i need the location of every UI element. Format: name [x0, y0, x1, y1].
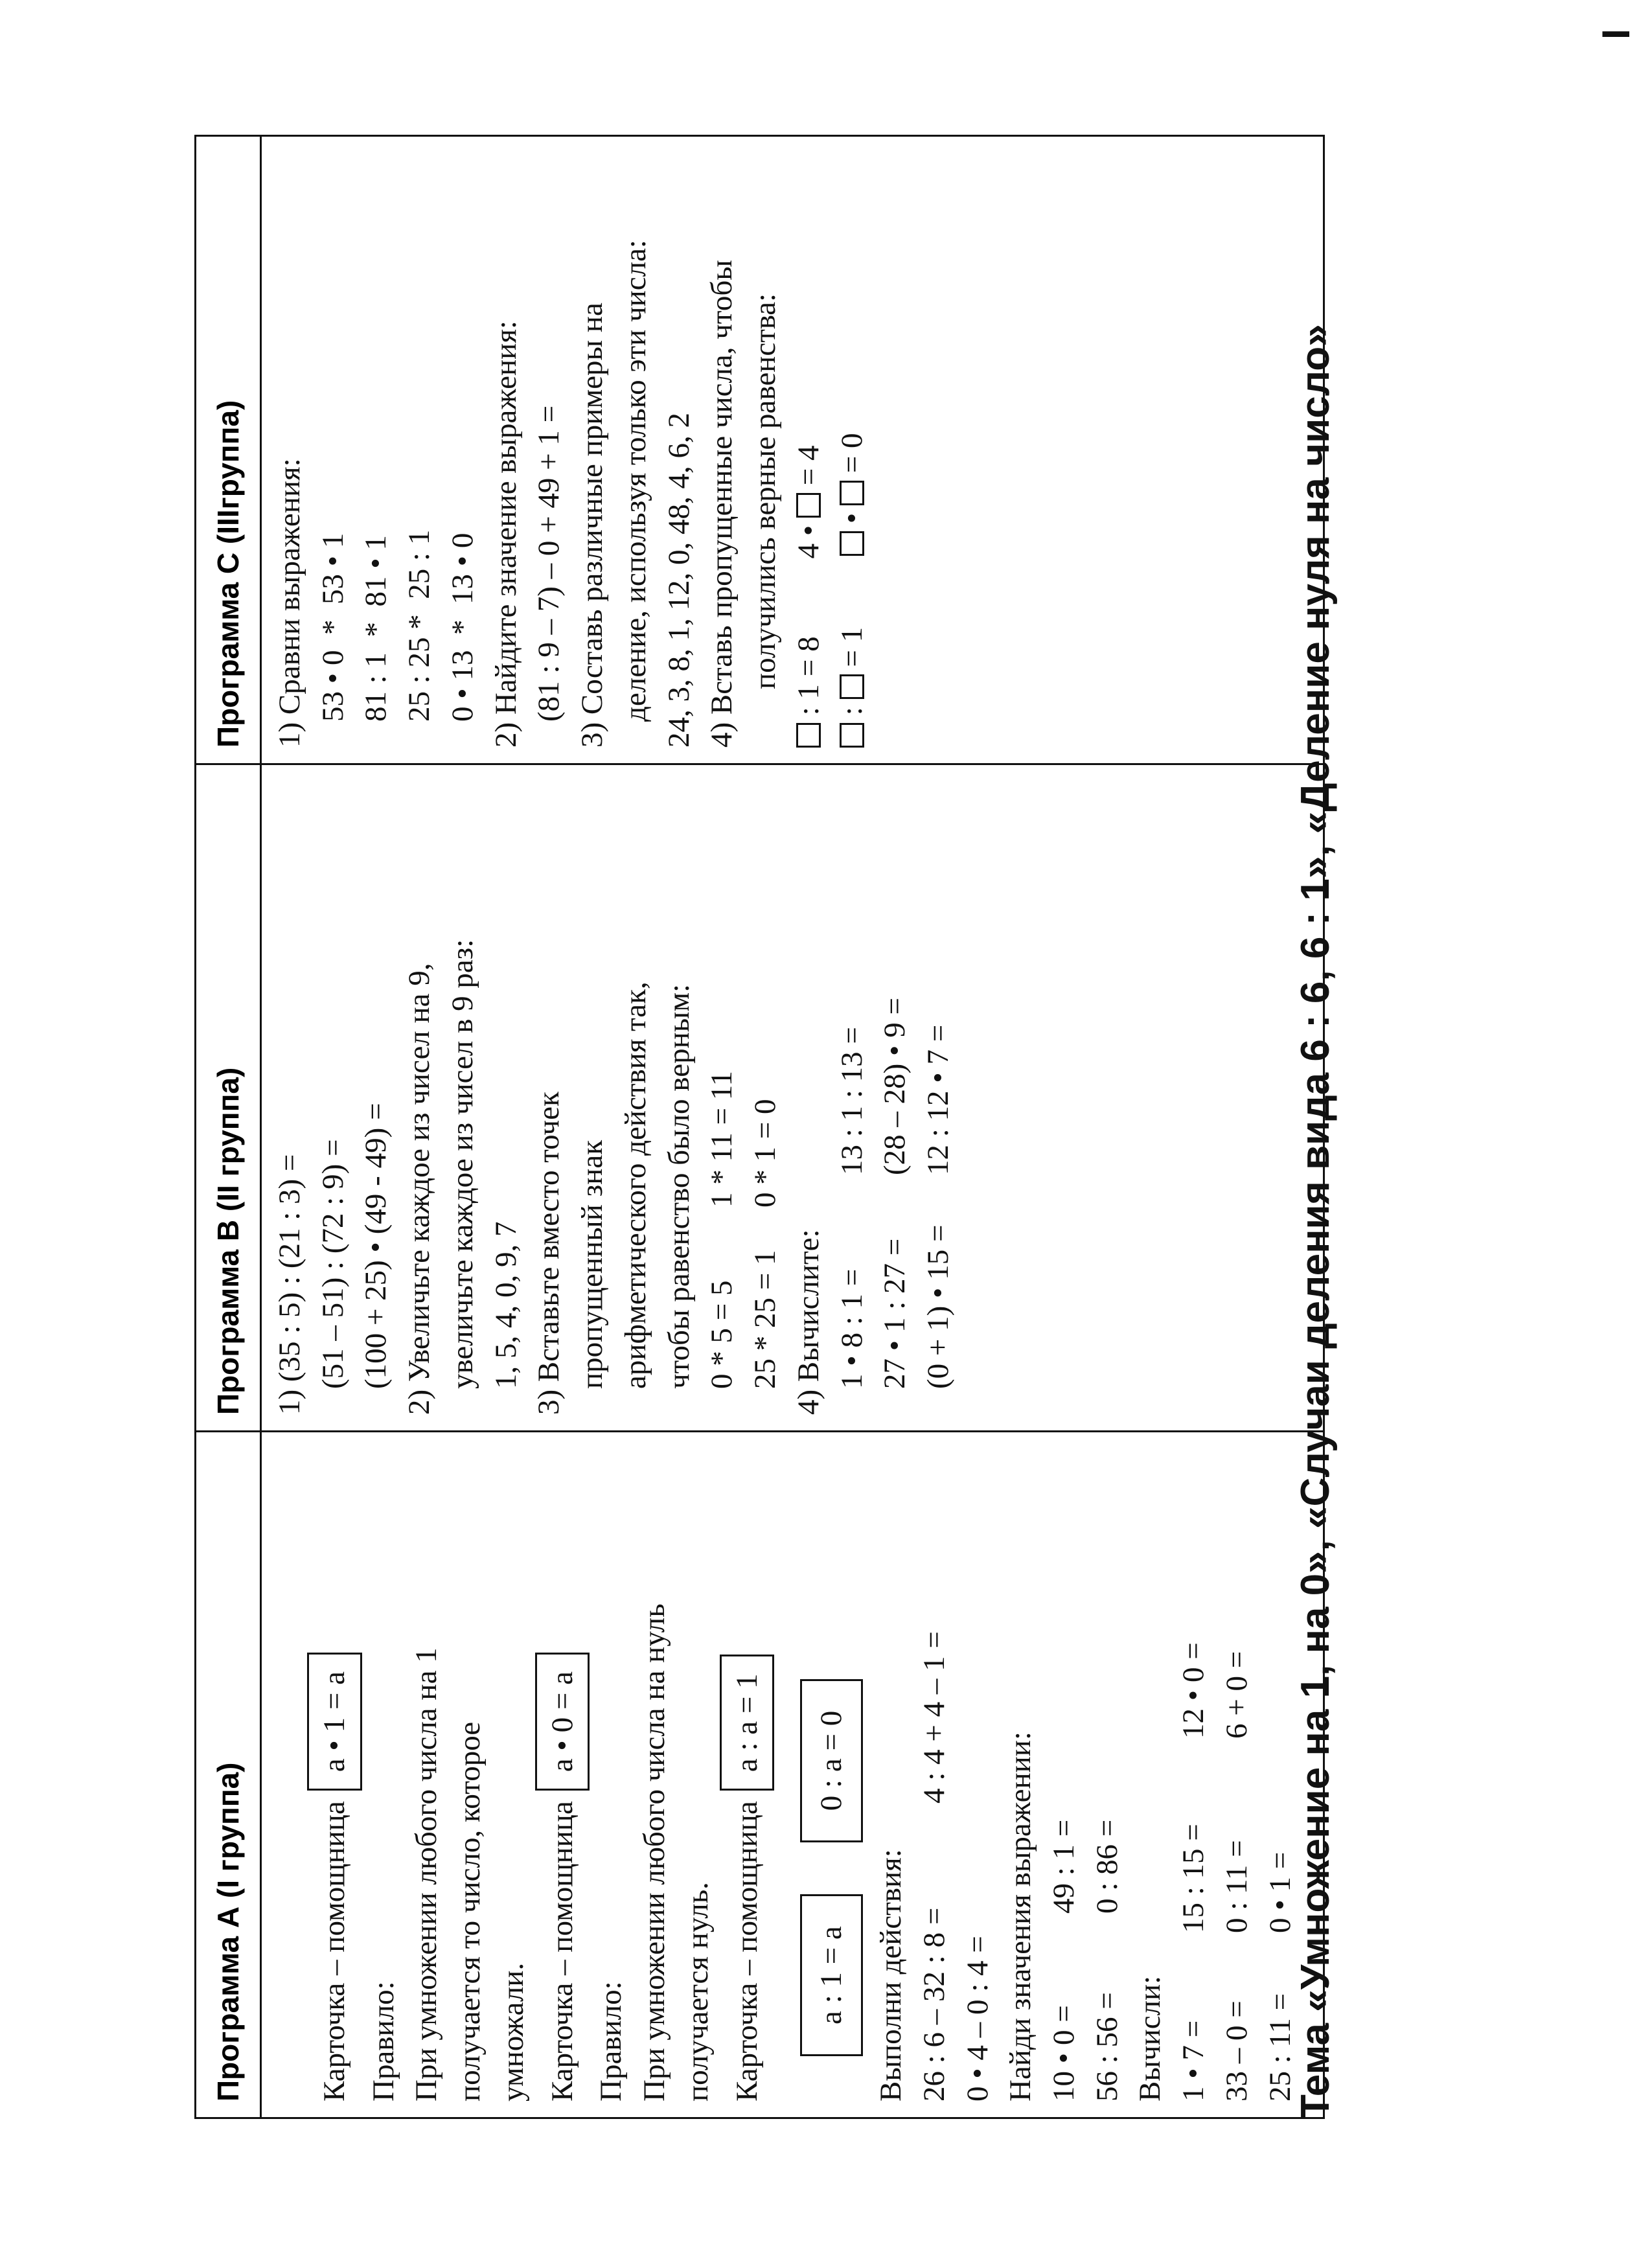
task3-expr: 33 – 0 =	[1219, 2000, 1254, 2102]
task3-expr: 25 : 11 =	[1263, 1993, 1297, 2102]
blank-square	[796, 723, 821, 748]
b-task1-line: (100 + 25) • (49 - 49) =	[359, 1103, 393, 1389]
rule2-line: При умножении любого числа на нуль	[637, 1603, 672, 2102]
rule1-title: Правило:	[366, 1981, 400, 2102]
c-task1-title: 1) Сравни выражения:	[273, 458, 306, 748]
task1-expr: 26 : 6 – 32 : 8 =	[917, 1907, 951, 2102]
task2-expr: 0 : 86 =	[1090, 1819, 1124, 1914]
eq-text: : 1 = 8	[791, 636, 825, 723]
c-task4-eq-row	[787, 152, 831, 748]
side-mark: I	[1594, 29, 1638, 40]
eq-text: = 0	[834, 433, 869, 481]
task2-expr: 56 : 56 =	[1090, 1992, 1124, 2102]
card2-line	[535, 1448, 590, 2102]
b-task4-expr: 1 • 8 : 1 =	[834, 1268, 869, 1389]
b-task3-expr: 25 * 25 = 1	[748, 1250, 783, 1389]
table-header-row	[196, 136, 261, 2118]
b-task1-line: (51 – 51) : (72 : 9) =	[315, 1139, 350, 1389]
blank-square	[840, 481, 864, 505]
blank-square	[840, 531, 864, 556]
eq-text: = 1	[834, 626, 869, 675]
b-task4-expr: (0 + 1) • 15 =	[921, 1224, 956, 1389]
programs-table	[194, 135, 1325, 2119]
blank-square	[840, 674, 864, 699]
b-task3-expr: 1 * 11 = 11	[705, 1070, 739, 1208]
c-task1-row: 81 : 1 * 81 • 1	[359, 534, 393, 722]
card-0-div-a: 0 : a = 0	[800, 1679, 863, 1842]
b-task4-row	[873, 781, 917, 1415]
card2-label: Карточка – помощница	[545, 1801, 579, 2102]
task3-expr: 0 : 11 =	[1219, 1840, 1254, 1933]
eq-text: = 4	[791, 445, 825, 493]
b-task4-row	[917, 781, 960, 1415]
c-task3-line: 24, 3, 8, 1, 12, 0, 48, 4, 6, 2	[661, 413, 696, 748]
c-task2-line: (81 : 9 – 7) – 0 + 49 + 1 =	[532, 405, 566, 722]
table-body-row	[261, 136, 1324, 2118]
task3-expr: 1 • 7 =	[1176, 2020, 1211, 2102]
task3-expr: 0 • 1 =	[1263, 1851, 1297, 1933]
b-task3-line: чтобы равенство было верным:	[661, 983, 696, 1389]
header-program-b: Программа В (II группа)	[196, 764, 261, 1432]
b-task4-expr: 13 : 1 : 13 =	[834, 1027, 869, 1175]
task1-row	[913, 1448, 956, 2102]
column-program-c	[261, 136, 1324, 764]
task3-row	[1172, 1448, 1215, 2102]
card-a-div-1: a : 1 = a	[800, 1894, 863, 2056]
blank-square	[840, 723, 864, 748]
b-task3-expr: 0 * 5 = 5	[705, 1280, 739, 1389]
task3-expr	[1259, 1570, 1302, 1739]
extra-cards	[800, 1448, 863, 2056]
b-task2-line: 1, 5, 4, 0, 9, 7	[488, 1221, 523, 1389]
rule2-line: получается нуль.	[680, 1882, 715, 2102]
b-task4-expr: (28 – 28) • 9 =	[878, 997, 912, 1175]
header-program-c: Программа С (IIIгруппа)	[196, 136, 261, 764]
header-program-a: Программа А (I группа)	[196, 1432, 261, 2118]
b-task2-line: 2) Увеличьте каждое из чисел на 9,	[402, 963, 437, 1415]
page-title: Тема «Умножение на 1, на 0», «Случаи деления вида 6 : 6, 6 : 1», «Деление нуля на число»	[1293, 324, 1338, 2119]
eq-text: 4 •	[791, 517, 825, 559]
card1-line	[307, 1448, 362, 2102]
rule1-line: получается то число, которое	[453, 1721, 487, 2102]
column-program-b	[261, 764, 1324, 1432]
task2-title: Найди значения выражении:	[1004, 1732, 1038, 2102]
b-task4-expr: 27 • 1 : 27 =	[878, 1238, 912, 1389]
card3-label: Карточка – помощница	[729, 1801, 764, 2102]
card1-box: a • 1 = a	[307, 1653, 362, 1791]
b-task3-row	[700, 781, 744, 1415]
card1-label: Карточка – помощница	[317, 1801, 351, 2102]
card2-box: a • 0 = a	[535, 1653, 590, 1791]
rule2-title: Правило:	[594, 1981, 628, 2102]
task2-row	[1042, 1448, 1086, 2102]
b-task4-title: 4) Вычислите:	[791, 1229, 825, 1415]
b-task3-row	[744, 781, 787, 1415]
c-task4-line: получились верные равенства:	[748, 293, 783, 689]
task2-expr: 49 : 1 =	[1047, 1819, 1081, 1914]
c-task3-line: деление, используя только эти числа:	[618, 240, 652, 722]
b-task2-line: увеличьте каждое из чисел в 9 раз:	[445, 939, 479, 1389]
task3-title: Вычисли:	[1133, 1975, 1167, 2102]
eq-text: •	[834, 505, 869, 531]
task3-row	[1259, 1448, 1302, 2102]
b-task3-line: пропущенный знак	[575, 1140, 610, 1389]
c-task1-row: 25 : 25 * 25 : 1	[402, 529, 437, 722]
card3-box: a : a = 1	[720, 1655, 775, 1791]
column-program-a	[261, 1432, 1324, 2118]
task1-title: Выполни действия:	[874, 1849, 908, 2102]
b-task3-expr: 0 * 1 = 0	[748, 1099, 783, 1208]
c-task1-row: 0 • 13 * 13 • 0	[445, 533, 479, 722]
c-task1-row: 53 • 0 * 53 • 1	[315, 533, 350, 722]
b-task3-line: 3) Вставьте вместо точек	[532, 1092, 566, 1415]
b-task4-row	[831, 781, 874, 1415]
task1-expr: 0 • 4 – 0 : 4 =	[960, 1936, 994, 2102]
task3-expr: 15 : 15 =	[1176, 1824, 1211, 1933]
task2-row	[1086, 1448, 1129, 2102]
task3-expr: 6 + 0 =	[1219, 1651, 1254, 1739]
c-task2-line: 2) Найдите значение выражения:	[488, 320, 523, 748]
c-task4-eq-row	[831, 152, 874, 748]
b-task3-line: арифметического действия так,	[618, 981, 652, 1389]
card3-line	[720, 1448, 775, 2102]
task3-expr: 12 • 0 =	[1176, 1642, 1211, 1739]
task2-expr: 10 • 0 =	[1047, 2005, 1081, 2102]
eq-text: :	[834, 699, 869, 723]
task3-row	[1215, 1448, 1259, 2102]
blank-square	[796, 493, 821, 518]
rule1-line: умножали.	[496, 1962, 530, 2102]
task1-expr: 4 : 4 + 4 – 1 =	[917, 1631, 951, 1804]
c-task4-line: 4) Вставь пропущенные числа, чтобы	[705, 260, 739, 748]
rule1-line: При умножении любого числа на 1	[409, 1647, 444, 2102]
c-task3-line: 3) Составь различные примеры на	[575, 303, 610, 748]
b-task4-expr: 12 : 12 • 7 =	[921, 1024, 956, 1175]
b-task1-line: 1) (35 : 5) : (21 : 3) =	[273, 1154, 306, 1415]
